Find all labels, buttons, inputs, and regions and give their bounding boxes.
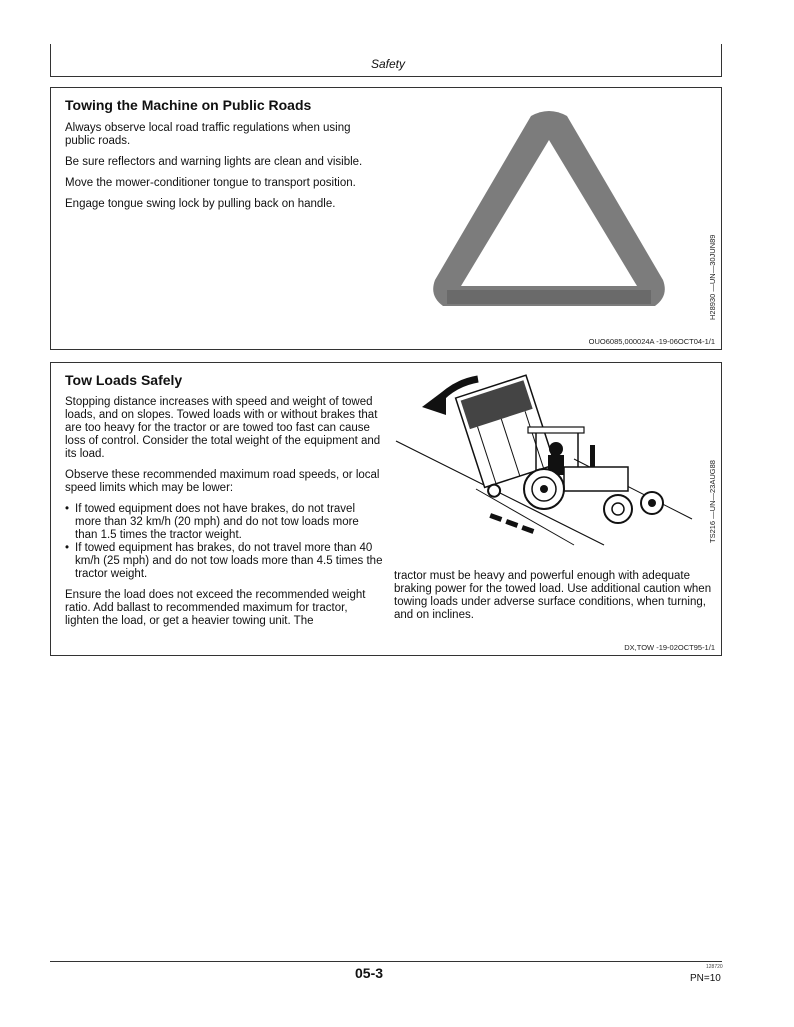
paragraph: Be sure reflectors and warning lights are clean and visible. <box>65 156 363 168</box>
paragraph: Move the mower-conditioner tongue to transport position. <box>65 177 356 189</box>
section-towing <box>50 87 722 350</box>
paragraph: Engage tongue swing lock by pulling back on handle. <box>65 198 336 210</box>
list-item: • If towed equipment does not have brakes, do not travel more than 32 km/h (20 mph) and do not tow loads more than 1.5 times the tractor weight. <box>65 503 383 542</box>
footer-rule <box>50 961 722 962</box>
paragraph: Always observe local road traffic regulations when using public roads. <box>65 122 351 147</box>
speed-limits-list <box>65 503 383 581</box>
tractor-towing-load-illustration <box>394 367 694 549</box>
section-body <box>65 396 383 636</box>
section-title: Towing the Machine on Public Roads <box>65 97 312 113</box>
reference-code: DX,TOW -19-02OCT95-1/1 <box>624 643 715 652</box>
paragraph: Observe these recommended maximum road speeds, or local speed limits which may be lower: <box>65 469 380 494</box>
figure-code: TS216 —UN—23AUG88 <box>708 460 717 543</box>
footer-small-code: 128720 <box>706 964 723 970</box>
section-title: Tow Loads Safely <box>65 372 183 388</box>
footer-pn: PN=10 <box>690 973 721 984</box>
paragraph: Ensure the load does not exceed the recommended weight ratio. Add ballast to recommended maximum for tractor, lighten the load, or get a heavier towing unit. The <box>65 589 366 627</box>
page-number: 05-3 <box>355 965 384 981</box>
section-tow-loads <box>50 362 722 656</box>
continued-text: tractor must be heavy and powerful enough with adequate braking power for the towed load. Use additional caution when towing loads under adverse surface conditions, when turning, and on inclines. <box>394 570 712 621</box>
figure-code: H28930 —UN—30JUN89 <box>708 234 717 320</box>
paragraph: Stopping distance increases with speed and weight of towed loads, and on slopes. Towed loads with or without brakes that are too heavy for the tractor or are towed too fast can cause loss of control. Consider the total weight of the equipment and its load. <box>65 396 381 460</box>
header-title: Safety <box>370 57 405 71</box>
page-header <box>50 44 722 77</box>
reference-code: OUO6085,000024A -19-06OCT04-1/1 <box>588 337 715 346</box>
list-item: • If towed equipment has brakes, do not travel more than 40 km/h (25 mph) and do not tow loads more than 4.5 times the tractor weight. <box>65 542 383 581</box>
slow-moving-vehicle-emblem-icon <box>431 110 667 322</box>
section-body <box>65 122 380 219</box>
